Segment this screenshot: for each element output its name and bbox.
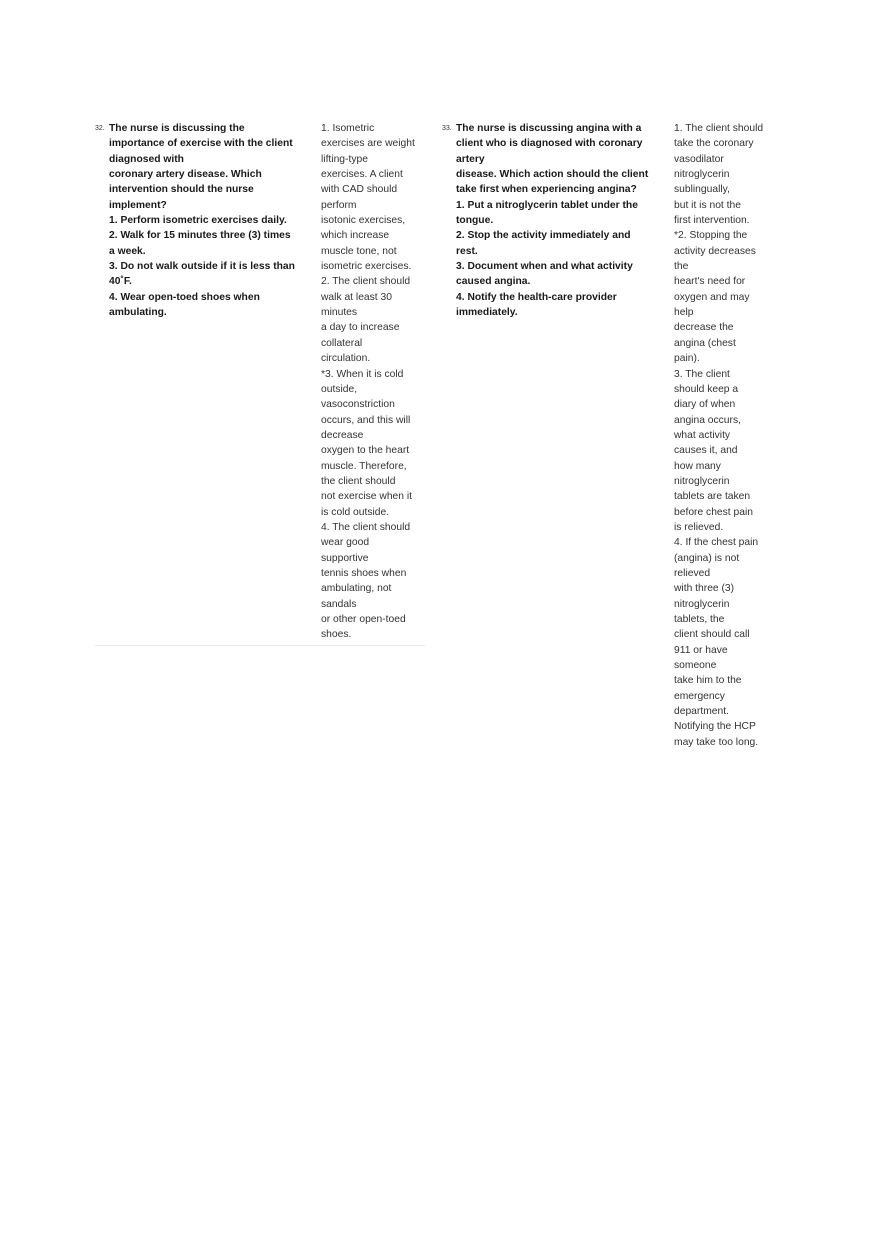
question-number: 32. bbox=[95, 125, 105, 132]
question-rationale: 1. Isometric exercises are weight lifting-type exercises. A client with CAD should perform isotonic exercises, which increase muscle tone, not isometric exercises. 2. The client should walk at least 30 minutes a day to increase collateral circulation. *3. When it is cold outside, vasoconstriction occurs, and this will decrease oxygen to the heart muscle. Therefore, the client should not exercise when it is cold outside. 4. The client should wear good supportive tennis shoes when ambulating, not sandals or other open-toed shoes. bbox=[321, 123, 415, 641]
question-stem: The nurse is discussing the importance of exercise with the client diagnosed with coronary artery disease. Which intervention should the nurse implement? 1. Perform isometric exercises daily. 2. Walk for 15 minutes three (3) times a week. 3. Do not walk outside if it is less than 40˚F. 4. Wear open-toed shoes when ambulating. bbox=[109, 123, 295, 319]
row-divider bbox=[95, 645, 425, 646]
question-rationale: 1. The client should take the coronary vasodilator nitroglycerin sublingually, but it is not the first intervention. *2. Stopping the activity decreases the heart's need for oxygen and may help decrease the angina (chest pain). 3. The client should keep a diary of when angina occurs, what activity causes it, and how many nitroglycerin tablets are taken before chest pain is relieved. 4. If the chest pain (angina) is not relieved with three (3) nitroglycerin tablets, the client should call 911 or have someone take him to the emergency department. Notifying the HCP may take too long. bbox=[674, 123, 764, 748]
question-number: 33. bbox=[442, 125, 452, 132]
question-stem: The nurse is discussing angina with a client who is diagnosed with coronary artery disease. Which action should the client take first when experiencing angina? 1. Put a nitroglycerin tablet under the tongue. 2. Stop the activity immediately and rest. 3. Document when and what activity caused angina. 4. Notify the health-care provider immediately. bbox=[456, 123, 649, 319]
